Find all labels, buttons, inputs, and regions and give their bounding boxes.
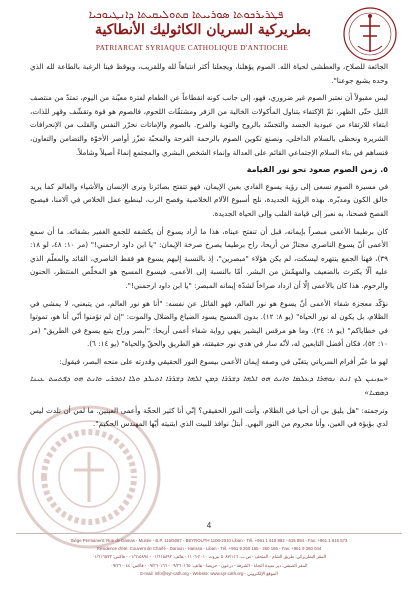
footer-line: Résidence d'été: Couvent de Charfé - Daroun - Harissa - Liban - Tél. +961 9 260 165 - 260 166 - Fax: +961 9 260 044	[96, 546, 322, 552]
paragraph: نؤكّد معجزة شفاء الأعمى أنّ يسوع هو نور العالم، فهو القائل عن نفسه: "أنا هو نور العالم، من يتبعني، لا يمشي في الظلام، بل يكون له نور الحياة" (يو ٨: ١٢). بدون المسيح يسود الضياع والضلال والموت: "إن لم تؤمنوا أنّي أنا هو، تموتوا في خطاياكم" (يو ٨: ٢٤). وما هو مرقس البشير ينهي رواية شفاء أعمى أريحا: "أبصر وراح يتبع يسوع في الطريق" (مر ١٠: ٥٢)، فكان أفضل التابعين له، لأنّه سار في هدي نور حقيقته، هو الطريق والحقّ والحياة" (يو ١٤: ٦).	[30, 298, 388, 349]
syriac-quote: «ܚܙܝܢܢ ܠܟ ܐܢܬ ܢܘܗܪܐ ܕܥܠܡܐ ܘܐܢܬ ܗܘ ܐܠܗܐ ܕܫܪܪܐ ܕܡܢ ܐܠܗܐ ܕܫܪܪܐ ܐܬܝܠܕ ܘܠܐ ܐܬܒܪܝ ܘܐܢܬ ܗܘ ܕܦܬܚܬ ܥܝܢܐ ܕܣܡܝܐ»	[30, 374, 388, 398]
footer-line: E-mail: info@syr-cath.org - Website: www.syr-cath.org - الموقع الإلكتروني	[140, 570, 278, 576]
header-syriac-title: ܦܛܪܝܪܟܘܬܐ ܣܘܪܝܝܬܐ ܩܬܘܠܝܩܝܬܐ ܕܐܢܛܝܘܟܝܐ	[88, 8, 284, 21]
paragraph: وترجمته: "هل يليق بي أن أحيا في الظلام، وأنت النور الحقيقي؟ إنّي أنا كثير الحجّة وأعمى العينين. ما لمن أن تلدت ليس لدي بؤبؤة في العين، وأنا محروم من النور البهي. أبتلُ نوافذ للبيت الذي ابتنيته أيّها المهندس الحكيم".	[30, 405, 388, 429]
letter-body	[30, 60, 388, 435]
patriarchate-emblem-icon	[342, 6, 398, 62]
paragraph: ليس مقبولاً أن نعتبر الصوم غير ضروري، فهو، إلى جانب كونه انقطاعاً عن الطعام لفترة معيّنة من اليوم، تمتدّ من منتصف الليل حتّى الظهر، ثمّ الإكتفاء بتناول المأكولات الخالية من الزفر ومشتقّات اللحوم، فالصوم هو قوة وتقشّف وقهر للذات، ابتغاء للارتقاء من عبودية الجسد والتجسّد بالروح والتوبة والفرح. بالصوم والإماتات نحرّر النفس والقلب من الإنحرافات الشريرة ونحظى بالسلام الداخلي، ونصنع تكوين الصوم بالرحمة الفرحة والمحبّة تعزّز أواصر الأخوّة والتضامن والتعاون، فنساهم في بناء السلام الإجتماعي القائم على العدالة وإنماء الشخص البشري والمجتمع إنماءً أصيلاً وشاملاً.	[30, 93, 388, 157]
section-heading: ٥. زمن الصوم صعود نحو نور القيامة	[246, 165, 388, 175]
footer-divider	[16, 533, 402, 534]
footer-line: Siège Permanent: Rue de Damas - Musée - B.P. 116/5087 - BEYROUTH 1106-2010 Liban - Tél. +961 1 615 892 - 615 894 - Fax: +961 1 616 573	[70, 538, 348, 543]
paragraph: كان برطيما الأعمى مبصراً بإيمانه، قبل أن تنفتح عيناه، هذا ما أراد يسوع أن يكشفه للجمع الغفير بشفائه. ما أن سمع الأعمى أنّ يسوع الناصري مجتازٌ من أريحا، راح برطيما يصرخ صرخة الإيمان: "يا ابن داود ارحمني!" (مر ١٠: ٤٨، لو ١٨: ٣٩)، فهنا الجمع ينتهره ليسكت، لم يكن هؤلاء "مبصرين"، إذ بالنسبة إليهم يسوع هو فقط الناصري، القائد والمعلّم الذي عليه ألّا يكترث بالضعيف والمهمّش من البشر. أمّا بالنسبة إلى الأعمى، فيسوع المسيح هو المخلّص المنتظر، الحنون والرحوم. هذا كان بالأعمى إلّا أن ازداد صراخاً لشدّة إيمانه المبصر: "يا ابن داود ارحمني!".	[30, 226, 388, 290]
footer-line: المقر الصيفي: دير سيدة النجاة - الشرفة - درعون - حريصا - هاتف: ٠٩/٢٦٠١٦٥ - ٠٩/٢٦٠١٦٦ - فاكس: ٠٩/٢٦٠٠٤٤	[110, 562, 308, 568]
page-number: 4	[206, 521, 212, 530]
footer-contact	[14, 537, 404, 578]
paragraph: في مسيرة الصوم نسعى إلى رؤية يسوع الفادي بعين الإيمان، فهو تتفتح بصائرنا ونرى الإنسان والأشياء والعالم كما يريد خالق الكون ومدبّره. بهذه الرؤية الجديدة، نلج أسبوع الآلام الخلاصية وفصح الرب، لينطبع عمل الخلاص في آلامنا، فيصبح الفصح فصحنا، به نعبر إلى قيامة القلب وإلى الحياة الجديدة.	[30, 181, 388, 218]
paragraph: لهو ما عبّر أفرام السرياني يتغنّى في وصفه إيمان الأعمى بيسوع النور الحقيقي وقدرته على منحه البصر، فيقول:	[59, 356, 388, 366]
header-french-title: PATRIARCAT SYRIAQUE CATHOLIQUE D'ANTIOCHE	[95, 43, 289, 52]
paragraph: الجائعة للصلاح، والعطشى لحياة الله. الصوم يؤهلنا، ويجعلنا أكثر انتباهاً لله وللقريب، ويوقظ فينا الرغبة بالطاعة لله الذي وحده يشبع جوعنا".	[30, 62, 388, 85]
header-arabic-title: بطريركية السريان الكاثوليك الأنطاكية	[94, 22, 312, 38]
footer-line: المقر البطريركي: طريق الشام - المتحف - ص.ب. ٥٠٨٧/١١٦ بيروت ٢٠١٠-١١٠٦ - هاتف: ٠١/٦١٥٨٩٢ - ٠١/٦١٥٨٩٤ - فاكس: ٠١/٦١٦٥٧٣	[91, 554, 327, 560]
